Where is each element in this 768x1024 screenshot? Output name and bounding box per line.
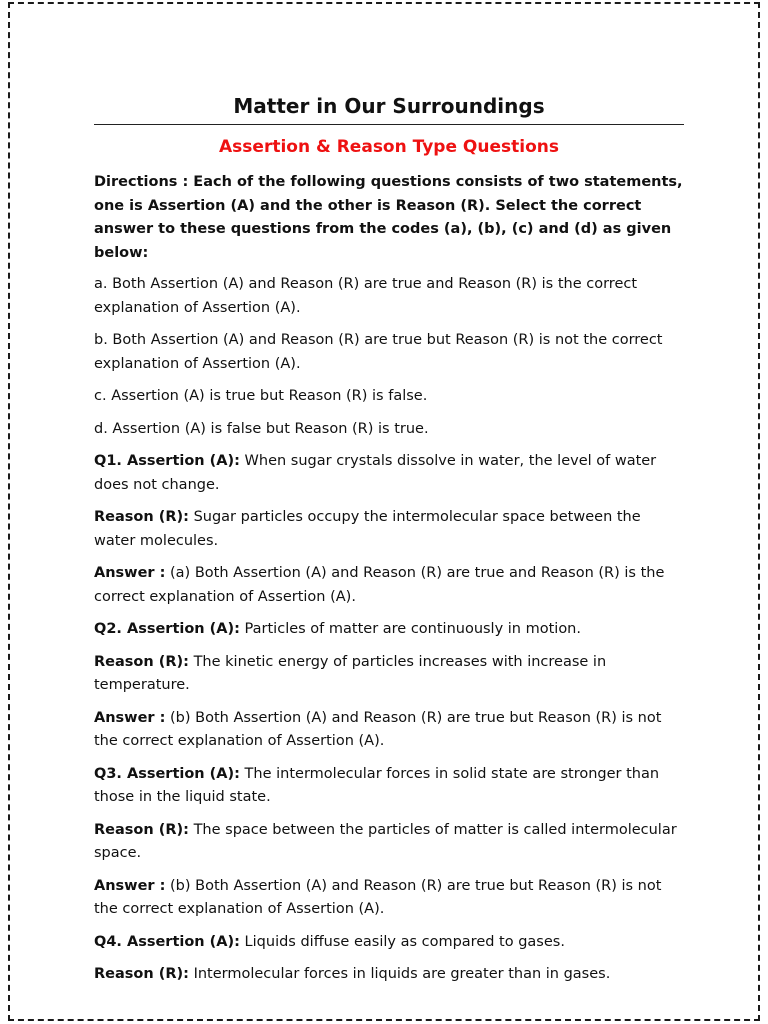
q4-reason-text: Intermolecular forces in liquids are greater than in gases. [188,966,611,982]
option-b: b. Both Assertion (A) and Reason (R) are true but Reason (R) is not the correct explanation of Assertion (A). [94,332,663,372]
q3-reason-text: The space between the particles of matter is called intermolecular space. [94,821,677,861]
q2-reason [94,651,684,698]
q1-reason-text: Sugar particles occupy the intermolecular space between the water molecules. [94,509,641,549]
q2-reason-text: The kinetic energy of particles increases with increase in temperature. [94,653,607,693]
q1-answer-label: Answer : [94,565,166,581]
q4-label: Q4. Assertion (A): [94,933,240,950]
q3-assertion [94,763,684,810]
q3-label: Q3. Assertion (A): [94,765,240,782]
q1-reason [94,506,684,553]
option-a: a. Both Assertion (A) and Reason (R) are true and Reason (R) is the correct explanation of Assertion (A). [94,276,638,316]
document-content [94,90,684,996]
q1-answer [94,562,684,609]
q3-reason [94,819,684,866]
q1-assertion-text: When sugar crystals dissolve in water, the level of water does not change. [94,453,657,493]
q1-label: Q1. Assertion (A): [94,453,240,469]
q3-assertion-text: The intermolecular forces in solid state are stronger than those in the liquid state. [94,765,660,805]
section-heading: Assertion & Reason Type Questions [219,137,559,157]
option-c: c. Assertion (A) is true but Reason (R) is false. [94,388,428,404]
q4-assertion [94,931,684,955]
q4-assertion-text: Liquids diffuse easily as compared to gases. [239,933,565,950]
q3-answer [94,875,684,922]
q3-reason-label: Reason (R): [94,821,189,838]
page-title: Matter in Our Surroundings [94,90,684,125]
q2-assertion-text: Particles of matter are continuously in motion. [239,621,581,637]
q4-reason [94,963,684,987]
q3-answer-text: (b) Both Assertion (A) and Reason (R) are true but Reason (R) is not the correct explanation of Assertion (A). [94,877,662,917]
q2-answer-label: Answer : [94,709,166,726]
q1-answer-text: (a) Both Assertion (A) and Reason (R) are true and Reason (R) is the correct explanation of Assertion (A). [94,565,665,605]
q2-assertion [94,618,684,642]
q2-reason-label: Reason (R): [94,653,189,670]
q2-answer-text: (b) Both Assertion (A) and Reason (R) are true but Reason (R) is not the correct explanation of Assertion (A). [94,709,662,749]
q2-answer [94,707,684,754]
page-border [8,2,760,1021]
q2-label: Q2. Assertion (A): [94,621,240,637]
q3-answer-label: Answer : [94,877,166,894]
option-d: d. Assertion (A) is false but Reason (R) is true. [94,420,429,437]
q1-assertion [94,450,684,497]
directions-text: Directions : Each of the following questions consists of two statements, one is Assertion (A) and the other is Reason (R). Select the correct answer to these questions from the codes (a), (b), (c) and (d) as given below: [94,174,683,261]
q4-reason-label: Reason (R): [94,966,189,982]
q1-reason-label: Reason (R): [94,509,189,525]
